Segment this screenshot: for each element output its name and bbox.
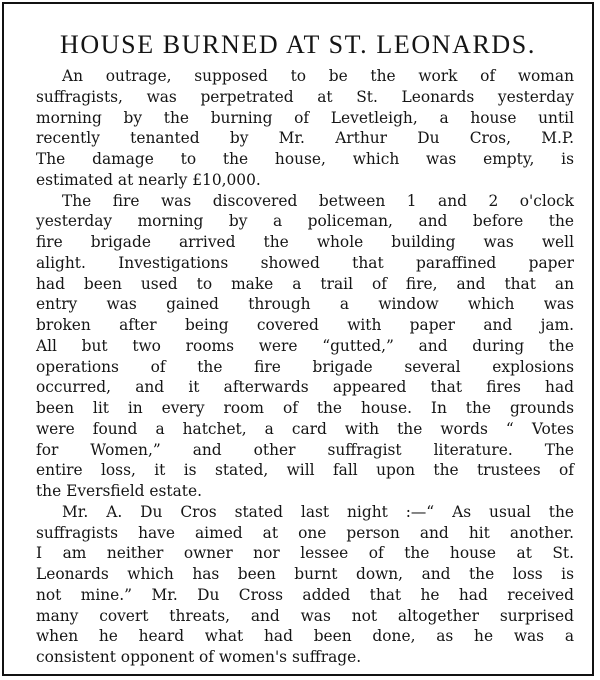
text-line: been lit in every room of the house. In the grounds <box>36 399 574 417</box>
text-line: suffragists, was perpetrated at St. Leonards yesterday <box>36 87 574 106</box>
text-line: when he heard what had been done, as he was a <box>36 627 574 646</box>
article-body <box>36 66 574 668</box>
text-line: for Women,” and other suffragist literature. The <box>36 440 574 459</box>
text-line: fire brigade arrived the whole building was well <box>36 233 574 251</box>
article-paragraph-2 <box>36 191 574 502</box>
text-line: Mr. A. Du Cros stated last night :—“ As usual the <box>62 502 574 521</box>
text-line: Leonards which has been burnt down, and the loss is <box>36 565 574 583</box>
text-line: the Eversfield estate. <box>36 482 202 500</box>
text-line: The damage to the house, which was empty, is <box>36 150 574 168</box>
text-line: broken after being covered with paper and jam. <box>36 316 574 334</box>
text-line: estimated at nearly £10,000. <box>36 170 261 189</box>
text-line: were found a hatchet, a card with the words “ Votes <box>36 419 574 438</box>
text-line: many covert threats, and was not altogether surprised <box>36 606 574 625</box>
newspaper-clipping <box>2 2 594 676</box>
text-line: The fire was discovered between 1 and 2 o'clock <box>62 191 574 210</box>
text-line: entire loss, it is stated, will fall upon the trustees of <box>36 461 574 480</box>
text-line: occurred, and it afterwards appeared that fires had <box>36 378 574 397</box>
text-line: consistent opponent of women's suffrage. <box>36 648 362 666</box>
article-headline: HOUSE BURNED AT ST. LEONARDS. <box>60 30 536 59</box>
text-line: recently tenanted by Mr. Arthur Du Cros, M.P. <box>36 129 574 148</box>
text-line: operations of the fire brigade several explosions <box>36 357 574 376</box>
text-line: alight. Investigations showed that paraffined paper <box>36 253 574 272</box>
text-line: not mine.” Mr. Du Cross added that he had received <box>36 585 574 604</box>
text-line: had been used to make a trail of fire, and that an <box>36 274 574 293</box>
text-line: morning by the burning of Levetleigh, a house until <box>36 108 574 127</box>
text-line: entry was gained through a window which was <box>36 295 574 314</box>
article-paragraph-3 <box>36 502 574 668</box>
article-paragraph-1 <box>36 66 574 191</box>
text-line: An outrage, supposed to be the work of woman <box>62 67 574 85</box>
text-line: I am neither owner nor lessee of the house at St. <box>36 544 574 563</box>
text-line: suffragists have aimed at one person and hit another. <box>36 523 574 542</box>
text-line: All but two rooms were “gutted,” and during the <box>36 336 574 355</box>
text-line: yesterday morning by a policeman, and before the <box>36 212 574 231</box>
